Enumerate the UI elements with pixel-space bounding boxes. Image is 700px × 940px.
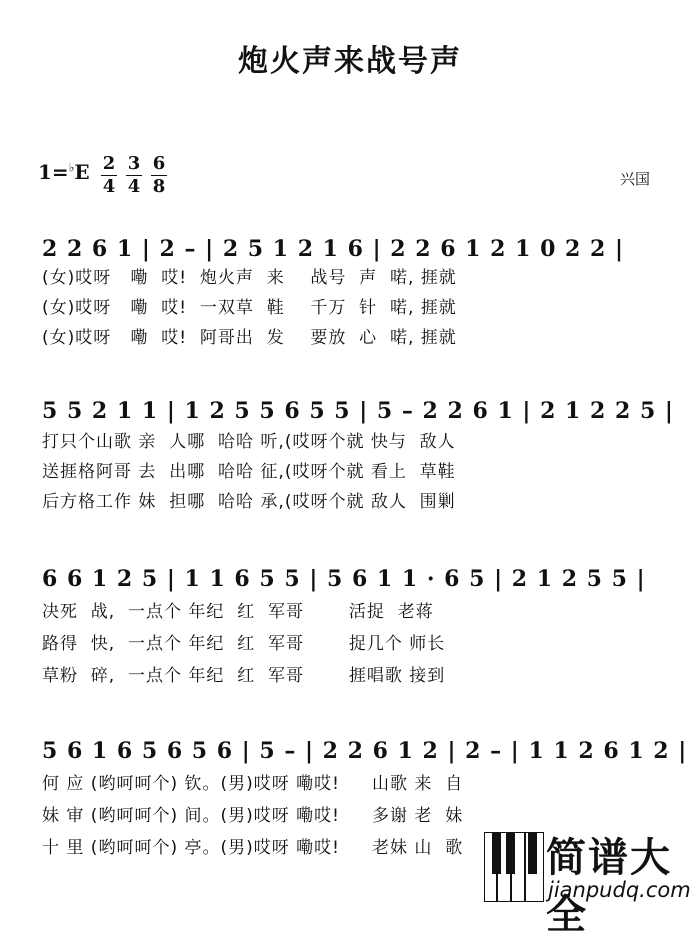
lyric-line-1-verse-1: (女)哎呀 嘞 哎! 炮火声 来 战号 声 喏, 捱就	[42, 268, 457, 288]
time-signature-top: 2	[102, 153, 116, 174]
lyric-line-2-verse-2: 送捱格阿哥 去 出哪 哈哈 征,(哎呀个就 看上 草鞋	[42, 462, 456, 482]
time-signature-bottom: 4	[127, 176, 141, 197]
key-prefix: 1=	[38, 160, 69, 184]
key-signature	[38, 160, 90, 184]
lyric-line-3-verse-1: 决死 战, 一点个 年纪 红 军哥 活捉 老蒋	[42, 602, 434, 622]
author-credit: 兴国	[620, 170, 651, 188]
time-signature-bottom: 8	[152, 176, 166, 197]
time-signature-bottom: 4	[102, 176, 116, 197]
lyric-line-2-verse-1: 打只个山歌 亲 人哪 哈哈 听,(哎呀个就 快与 敌人	[42, 432, 456, 452]
notation-line-2: 5 5 2 1 1 | 1 2 5 5 6 5 5 | 5 – 2 2 6 1 | 2 1 2 2 5 |	[42, 398, 674, 424]
time-signature-top: 6	[152, 153, 166, 174]
lyric-line-2-verse-3: 后方格工作 妹 担哪 哈哈 承,(哎呀个就 敌人 围剿	[42, 492, 456, 512]
lyric-line-4-verse-1: 何 应 (哟呵呵个) 钦。(男)哎呀 嘞哎! 山歌 来 自	[42, 774, 464, 794]
time-signature-1	[100, 153, 118, 198]
lyric-line-1-verse-2: (女)哎呀 嘞 哎! 一双草 鞋 千万 针 喏, 捱就	[42, 298, 457, 318]
watermark-text-cn: 简谱大全	[546, 835, 672, 938]
time-signature-top: 3	[127, 153, 141, 174]
notation-line-1: 2 2 6 1 | 2 – | 2 5 1 2 1 6 | 2 2 6 1 2 1 0 2 2 |	[42, 236, 624, 262]
lyric-line-4-verse-2: 妹 审 (哟呵呵个) 间。(男)哎呀 嘞哎! 多谢 老 妹	[42, 806, 464, 826]
lyric-line-4-verse-3: 十 里 (哟呵呵个) 亭。(男)哎呀 嘞哎! 老妹 山 歌	[42, 838, 464, 858]
flat-sign: ♭	[68, 160, 75, 175]
lyric-line-3-verse-2: 路得 快, 一点个 年纪 红 军哥 捉几个 师长	[42, 634, 446, 654]
time-signature-2	[125, 153, 143, 198]
time-signature-3	[150, 153, 168, 198]
notation-line-3: 6 6 1 2 5 | 1 1 6 5 5 | 5 6 1 1 · 6 5 | 2 1 2 5 5 |	[42, 566, 646, 592]
notation-line-4: 5 6 1 6 5 6 5 6 | 5 – | 2 2 6 1 2 | 2 – | 1 1 2 6 1 2 |	[42, 738, 688, 764]
watermark-text-en: jianpudq.com	[548, 878, 691, 902]
key-letter: E	[74, 160, 90, 184]
lyric-line-1-verse-3: (女)哎呀 嘞 哎! 阿哥出 发 要放 心 喏, 捱就	[42, 328, 457, 348]
piano-keys-icon	[484, 832, 544, 902]
site-watermark-logo	[484, 812, 700, 938]
lyric-line-3-verse-3: 草粉 碎, 一点个 年纪 红 军哥 捱唱歌 接到	[42, 666, 446, 686]
song-title: 炮火声来战号声	[238, 44, 462, 79]
